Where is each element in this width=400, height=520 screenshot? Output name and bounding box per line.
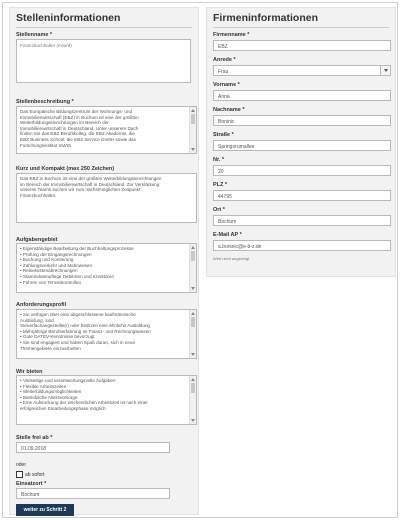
oder-text: oder	[16, 462, 27, 468]
vorname-input[interactable]	[213, 90, 391, 101]
title-divider	[16, 27, 192, 28]
vorname-label: Vorname *	[213, 82, 240, 88]
stellenname-field[interactable]	[16, 39, 191, 83]
ab-sofort-checkbox[interactable]	[16, 471, 23, 478]
firmenname-label: Firmenname *	[213, 32, 250, 38]
stellenname-placeholder: Finanzbuchhalter (m/w/d)	[20, 43, 72, 48]
anforderungsprofil-label: Anforderungsprofil	[16, 302, 67, 308]
chevron-glyph	[384, 69, 388, 72]
firmenname-input[interactable]	[213, 40, 391, 51]
scroll-thumb[interactable]	[191, 317, 195, 327]
anforderungsprofil-textarea[interactable]	[16, 309, 197, 359]
panel-title: Stelleninformationen	[16, 12, 121, 24]
kurz-text: Das EBZ in Bochum ist eine der größten Weiterbildungseinrichtungen im Bereich der Immobilienwirtschaft in Deutschland. Zur Verstärkung unseres Teams suchen wir zum nächstmöglichen Zeitpunkt Finanzbuchhalter.	[20, 176, 162, 198]
scroll-down-icon[interactable]	[191, 353, 195, 356]
nachname-input[interactable]	[213, 115, 391, 126]
wir-bieten-label: Wir bieten	[16, 369, 43, 375]
email-value: a.boninic@e-b-z.de	[218, 243, 262, 250]
plz-label: PLZ *	[213, 182, 228, 188]
scroll-down-icon[interactable]	[191, 287, 195, 290]
email-input[interactable]	[213, 240, 391, 251]
chevron-down-icon[interactable]	[380, 66, 390, 75]
stellenbeschreibung-textarea[interactable]	[16, 106, 197, 154]
nachname-value: Boninic	[218, 118, 235, 125]
anrede-value: Frau	[218, 68, 229, 75]
email-hint: Wird nicht angezeigt	[213, 256, 250, 261]
aufgabengebiet-textarea[interactable]	[16, 243, 197, 293]
nr-value: 20	[218, 168, 224, 175]
scroll-down-icon[interactable]	[191, 148, 195, 151]
einsatzort-value: Bochum	[21, 491, 40, 498]
scrollbar[interactable]	[189, 107, 196, 153]
scrollbar[interactable]	[189, 310, 196, 358]
email-label: E-Mail AP *	[213, 232, 242, 238]
stellenbeschreibung-text: Das Europäische Bildungszentrum der Wohnungs- und Immobilienwirtschaft (EBZ) in Bochum ist eine der größten Weiterbildungseinrichtungen im Bereich der Immobilienwirtschaft in Deutschland. Unter unserem Dach finden Sie das EBZ Berufskolleg, die EBZ Akademie, die EBZ Business School, die EBZ Service GmbH sowie das Forschungsinstitut InWIS.	[20, 109, 139, 148]
ort-value: Bochum	[218, 218, 237, 225]
scrollbar[interactable]	[189, 376, 196, 424]
wir-bieten-textarea[interactable]	[16, 375, 197, 425]
scroll-up-icon[interactable]	[191, 378, 195, 381]
strasse-input[interactable]	[213, 140, 391, 151]
anrede-select[interactable]	[213, 65, 391, 76]
aufgabengebiet-label: Aufgabengebiet	[16, 237, 58, 243]
einsatzort-input[interactable]	[16, 488, 170, 499]
plz-value: 44795	[218, 193, 232, 200]
app-frame	[2, 2, 398, 518]
nr-label: Nr. *	[213, 157, 225, 163]
panel-title: Firmeninformationen	[213, 12, 319, 24]
scroll-thumb[interactable]	[191, 383, 195, 393]
scroll-down-icon[interactable]	[191, 419, 195, 422]
strasse-label: Straße *	[213, 132, 234, 138]
ort-input[interactable]	[213, 215, 391, 226]
kurz-textarea[interactable]	[16, 173, 197, 223]
wir-bieten-text: • Vielseitige und verantwortungsvolle Aufgaben • Flexible Arbeitszeiten • Weiterbildungsmöglichkeiten • Betriebliche Altersvorsorge • Eine Aufstockung der wöchentlichen Arbeitszeit ist nach einer erfolgreichen Einarbeitungsphase möglich	[20, 378, 148, 411]
nr-input[interactable]	[213, 165, 391, 176]
scrollbar[interactable]	[189, 244, 196, 292]
scroll-thumb[interactable]	[191, 251, 195, 261]
stellenname-label: Stellenname *	[16, 32, 53, 38]
stelle-frei-value: 01.09.2018	[21, 445, 47, 452]
anforderungsprofil-text: • Sie verfügen über eine abgeschlossene kaufmännische Ausbildung, sind Steuerfachangestellte(r) oder besitzen eine ähnliche Ausbildung • Mehrjährige Berufserfahrung im Finanz- und Rechnungswesen • Gute DATEV-Kenntnisse bevorzugt • Sie sind engagiert und haben Spaß daran, sich in neue Themengebiete einzuarbeiten	[20, 312, 151, 351]
scroll-thumb[interactable]	[191, 114, 195, 124]
stelle-frei-input[interactable]	[16, 442, 170, 453]
next-step-button[interactable]: weiter zu Schritt 2	[16, 504, 74, 516]
einsatzort-label: Einsatzort *	[16, 481, 47, 487]
stelle-frei-label: Stelle frei ab *	[16, 435, 53, 441]
aufgabengebiet-text: • Eigenständige Bearbeitung der Buchhaltungsprozesse • Prüfung der Eingangsrechnungen • Buchung und Kontierung • Zahlungsverkehr und Mahnwesen • Reisekostenabrechnungen • Stammdatenpflege Debitoren und Kreditoren • Führen von Terminkontrollen	[20, 246, 134, 285]
stellenbeschreibung-label: Stellenbeschreibung *	[16, 99, 74, 105]
title-divider	[213, 27, 389, 28]
scroll-up-icon[interactable]	[191, 246, 195, 249]
firmeninformationen-panel	[206, 7, 396, 277]
stelleninformationen-panel	[9, 7, 199, 515]
ab-sofort-label: ab sofort	[25, 472, 45, 478]
firmenname-value: EBZ	[218, 43, 228, 50]
scroll-up-icon[interactable]	[191, 312, 195, 315]
plz-input[interactable]	[213, 190, 391, 201]
scroll-up-icon[interactable]	[191, 109, 195, 112]
kurz-label: Kurz und Kompakt (max 250 Zeichen)	[16, 166, 115, 172]
strasse-value: Springorumallee	[218, 143, 255, 150]
nachname-label: Nachname *	[213, 107, 245, 113]
ort-label: Ort *	[213, 207, 225, 213]
vorname-value: Anna	[218, 93, 230, 100]
anrede-label: Anrede *	[213, 57, 236, 63]
